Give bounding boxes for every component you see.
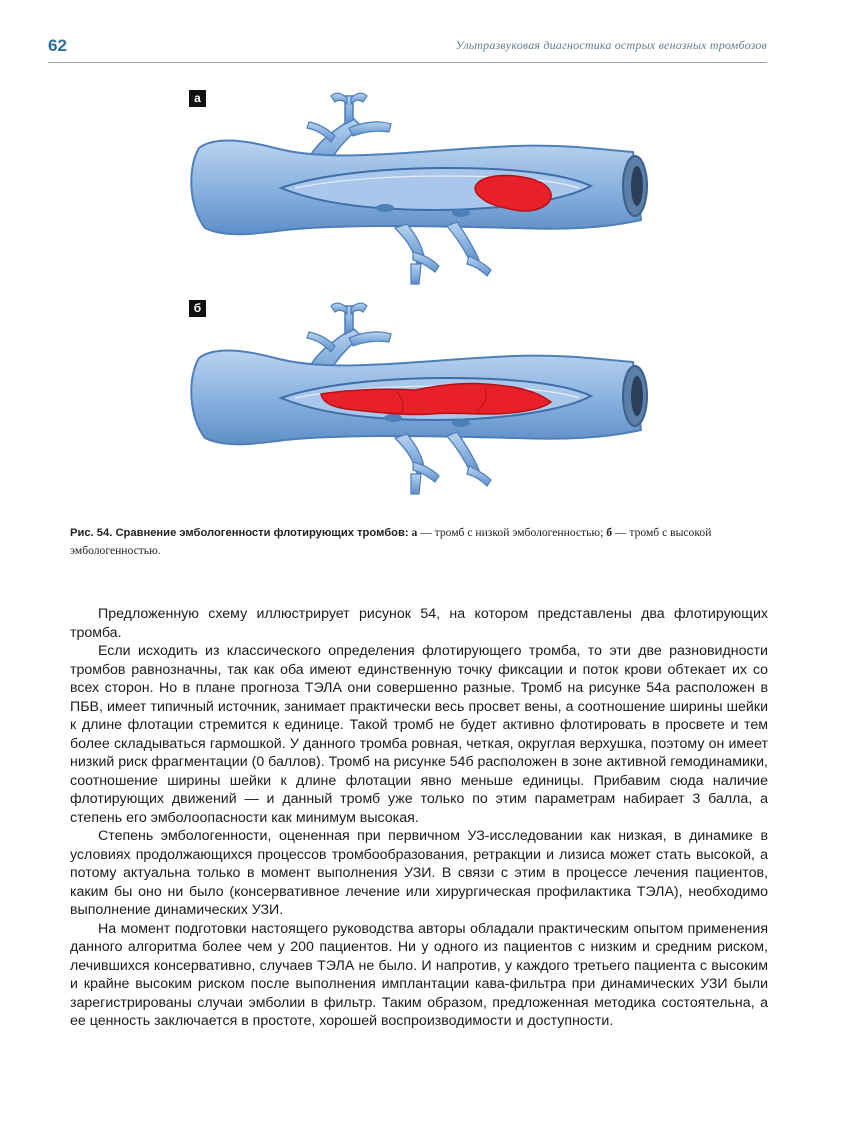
paragraph: Степень эмбологенности, оцененная при первичном УЗ-исследовании как низкая, в динамике в условиях продолжающихся процессов тромбообразования, ретракции и лизиса может стать высокой, а потому актуальна только в момент выполнения УЗИ. В связи с этим в процессе лечения пациентов, каким бы оно ни было (консервативное лечение или хирургическая профилактика ТЭЛА), необходимо выполнение динамических УЗИ. <box>70 828 768 918</box>
running-title: Ультразвуковая диагностика острых венозных тромбозов <box>455 38 767 52</box>
valve-dot <box>384 414 402 422</box>
valve-dot <box>452 209 470 217</box>
caption-lead: Рис. 54. Сравнение эмбологенности флотирующих тромбов: <box>70 527 409 539</box>
caption-b-letter: б <box>606 526 612 539</box>
lower-branch-tributaries <box>395 222 491 284</box>
vein-diagram-b <box>185 298 660 503</box>
panel-b-label: б <box>189 300 206 317</box>
valve-dot <box>452 419 470 427</box>
vein-lumen-dark <box>631 166 643 206</box>
header-rule <box>48 62 767 63</box>
valve-dot <box>376 204 394 212</box>
caption-b-text: — тромб с высокой эмбологенностью. <box>70 526 712 557</box>
vein-diagram-a <box>185 88 660 293</box>
paragraph: Предложенную схему иллюстрирует рисунок 54, на котором представлены два флотирующих тромба. <box>70 606 768 641</box>
body-text <box>70 605 768 1031</box>
figure-caption <box>70 524 776 559</box>
vein-lumen-dark <box>631 376 643 416</box>
caption-a-letter: а <box>411 526 418 539</box>
paragraph: Если исходить из классического определения флотирующего тромба, то эти две разновидности тромбов равнозначны, так как оба имеют единственную точку фиксации и поток крови обтекает их со всех сторон. Но в плане прогноза ТЭЛА они совершенно разные. Тромб на рисунке 54а расположен в ПБВ, имеет типичный источник, занимает практически весь просвет вены, а соотношение ширины шейки к длине флотации стремится к единице. Такой тромб не будет активно флотировать в просвете и тем более складываться гармошкой. У данного тромба ровная, четкая, округлая верхушка, поэтому он имеет низкий риск фрагментации (0 баллов). Тромб на рисунке 54б расположен в зоне активной гемодинамики, соотношение ширины шейки к длине флотации явно меньше единицы. Прибавим сюда наличие флотирующих движений — и данный тромб уже только по этим параметрам набирает 3 балла, а степень его эмболоопасности как минимум высокая. <box>70 643 768 826</box>
paragraph: На момент подготовки настоящего руководства авторы обладали практическим опытом применения данного алгоритма более чем у 200 пациентов. Ни у одного из пациентов с низким и средним риском, лечившихся консервативно, случаев ТЭЛА не было. И напротив, у каждого третьего пациента с высоким и крайне высоким риском после выполнения имплантации кава-фильтра при динамических УЗИ были зарегистрированы случаи эмболии в фильтр. Таким образом, предложенная методика состоятельна, а ее ценность заключается в простоте, хорошей воспроизводимости и доступности. <box>70 920 768 1029</box>
page-number: 62 <box>48 36 67 55</box>
lower-branch-tributaries <box>395 432 491 494</box>
caption-a-text: — тромб с низкой эмбологенностью; <box>417 526 607 539</box>
panel-a-label: а <box>189 90 206 107</box>
